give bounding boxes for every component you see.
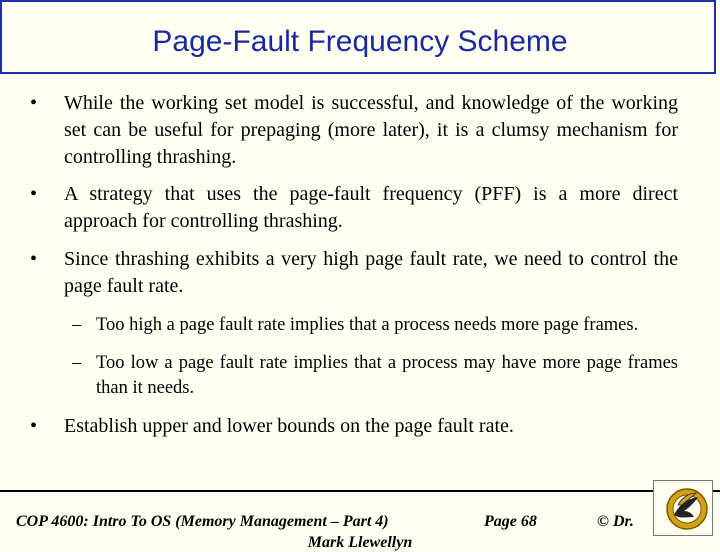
footer-author: Mark Llewellyn <box>307 534 413 551</box>
slide-title: Page-Fault Frequency Scheme <box>152 25 568 58</box>
sub-bullet-item <box>30 313 678 338</box>
bullet-dot: • <box>30 183 38 205</box>
sub-bullet-dash: – <box>72 353 82 373</box>
bullet-item <box>30 90 678 171</box>
slide-body <box>30 90 678 440</box>
pegasus-logo-icon <box>654 481 712 535</box>
university-logo <box>653 480 713 536</box>
bullet-item <box>30 413 678 440</box>
bullet-dot: • <box>30 415 38 437</box>
footer-divider <box>0 490 720 492</box>
bullet-text: A strategy that uses the page-fault frequency (PFF) is a more direct approach for controlling thrashing. <box>64 183 678 232</box>
sub-bullet-text: Too low a page fault rate implies that a process may have more page frames than it needs. <box>96 353 678 398</box>
sub-bullet-dash: – <box>72 315 82 335</box>
bullet-text: While the working set model is successful, and knowledge of the working set can be useful for prepaging (more later), it is a clumsy mechanism for controlling thrashing. <box>64 92 678 168</box>
bullet-dot: • <box>30 248 38 270</box>
bullet-text: Establish upper and lower bounds on the page fault rate. <box>64 415 514 437</box>
bullet-item <box>30 246 678 300</box>
footer-page-number: Page 68 <box>484 513 537 530</box>
bullet-item <box>30 181 678 235</box>
slide-footer <box>0 497 660 551</box>
sub-bullet-text: Too high a page fault rate implies that a process needs more page frames. <box>96 315 639 335</box>
sub-bullet-item <box>30 351 678 401</box>
footer-copyright: © Dr. <box>597 513 634 530</box>
footer-course: COP 4600: Intro To OS (Memory Management – Part 4) <box>16 513 389 530</box>
bullet-dot: • <box>30 92 38 114</box>
bullet-text: Since thrashing exhibits a very high page fault rate, we need to control the page fault rate. <box>64 248 678 297</box>
